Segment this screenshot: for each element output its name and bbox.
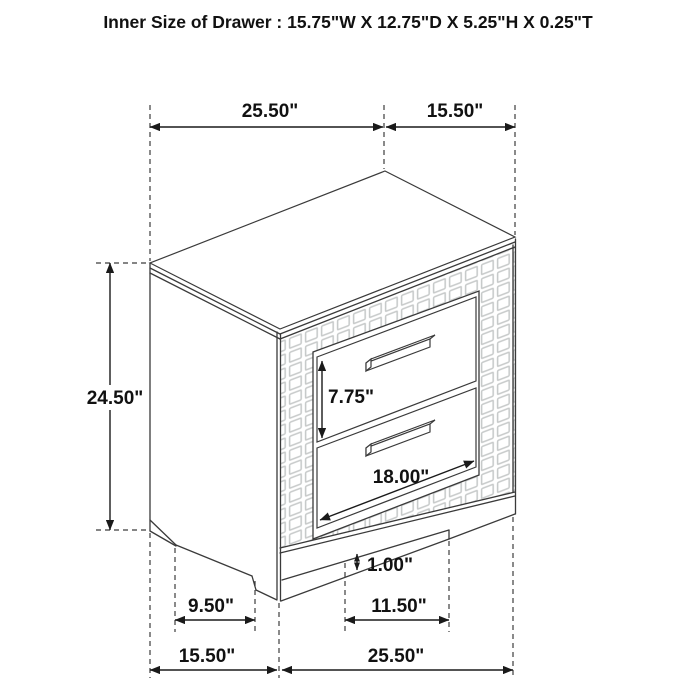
dim-label-drawer-front-height: 7.75" — [328, 387, 374, 408]
dim-label-top-depth: 15.50" — [426, 101, 484, 122]
side-base-and-legs — [150, 520, 277, 600]
dim-label-bottom-depth: 15.50" — [178, 646, 236, 667]
dim-label-side-leg-span: 9.50" — [188, 596, 234, 617]
dim-label-base-clearance: 1.00" — [367, 555, 413, 576]
side-front-leg-bottom — [256, 590, 277, 600]
dim-label-overall-height: 24.50" — [86, 388, 144, 409]
front-face-bottom-rail-upper — [280, 492, 515, 548]
dim-label-top-width: 25.50" — [241, 101, 299, 122]
page-title: Inner Size of Drawer : 15.75"W X 12.75"D X 5.25"H X 0.25"T — [103, 12, 593, 32]
dim-label-bottom-width: 25.50" — [367, 646, 425, 667]
dim-label-front-leg-span: 11.50" — [371, 596, 427, 617]
front-face-bottom-rail-lower — [280, 496, 515, 553]
front-floor-edge-left — [281, 539, 449, 601]
dim-label-drawer-width: 18.00" — [372, 467, 430, 488]
nightstand-drawing — [150, 171, 516, 601]
side-notch-line — [176, 545, 252, 576]
front-floor-edge-right — [449, 514, 515, 539]
